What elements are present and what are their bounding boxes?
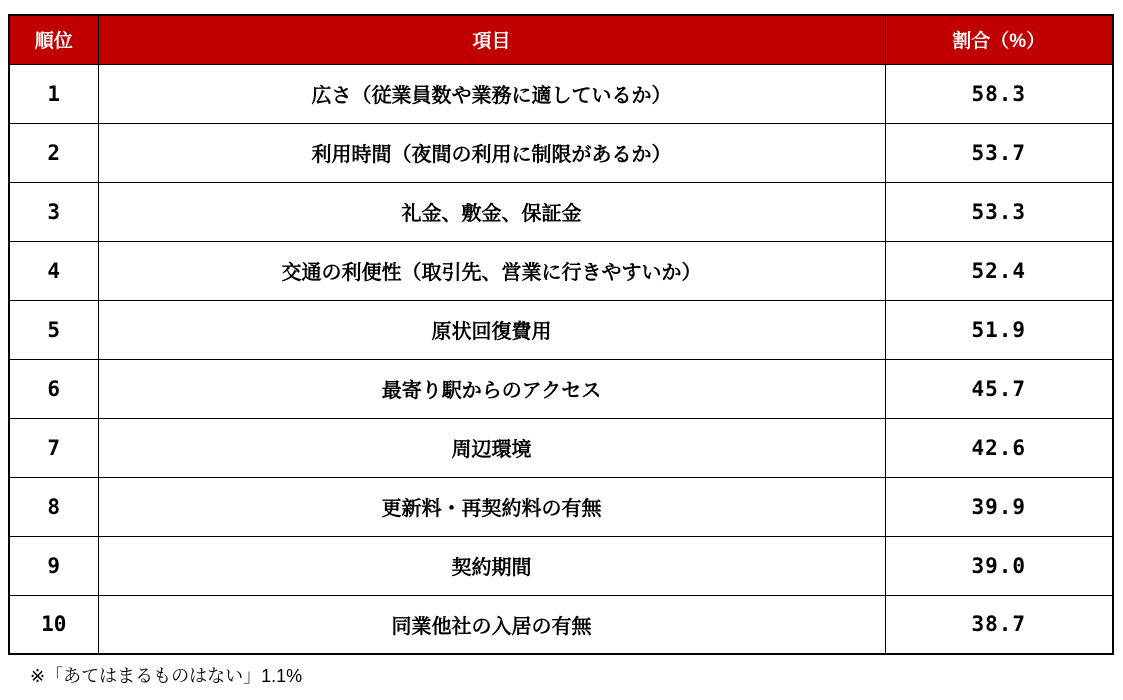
table-row bbox=[9, 359, 1113, 418]
rank-cell: 5 bbox=[9, 300, 98, 359]
rank-cell: 2 bbox=[9, 123, 98, 182]
table-row bbox=[9, 300, 1113, 359]
percent-cell: 39.0 bbox=[885, 536, 1113, 595]
rank-cell: 7 bbox=[9, 418, 98, 477]
percent-cell: 58.3 bbox=[885, 64, 1113, 123]
table-row bbox=[9, 64, 1113, 123]
item-cell: 交通の利便性（取引先、営業に行きやすいか） bbox=[98, 241, 885, 300]
rank-cell: 1 bbox=[9, 64, 98, 123]
percent-cell: 38.7 bbox=[885, 595, 1113, 654]
percent-cell: 53.7 bbox=[885, 123, 1113, 182]
ranking-table-container bbox=[8, 14, 1114, 655]
item-cell: 最寄り駅からのアクセス bbox=[98, 359, 885, 418]
ranking-table bbox=[8, 14, 1114, 655]
percent-cell: 42.6 bbox=[885, 418, 1113, 477]
item-cell: 更新料・再契約料の有無 bbox=[98, 477, 885, 536]
header-cell-percent: 割合（%） bbox=[885, 15, 1113, 64]
header-cell-rank: 順位 bbox=[9, 15, 98, 64]
rank-cell: 6 bbox=[9, 359, 98, 418]
rank-cell: 8 bbox=[9, 477, 98, 536]
percent-cell: 53.3 bbox=[885, 182, 1113, 241]
item-cell: 礼金、敷金、保証金 bbox=[98, 182, 885, 241]
percent-cell: 39.9 bbox=[885, 477, 1113, 536]
item-cell: 同業他社の入居の有無 bbox=[98, 595, 885, 654]
percent-cell: 51.9 bbox=[885, 300, 1113, 359]
table-row bbox=[9, 536, 1113, 595]
table-row bbox=[9, 241, 1113, 300]
table-row bbox=[9, 418, 1113, 477]
rank-cell: 10 bbox=[9, 595, 98, 654]
rank-cell: 4 bbox=[9, 241, 98, 300]
item-cell: 契約期間 bbox=[98, 536, 885, 595]
table-row bbox=[9, 477, 1113, 536]
item-cell: 広さ（従業員数や業務に適しているか） bbox=[98, 64, 885, 123]
header-row bbox=[9, 15, 1113, 64]
table-row bbox=[9, 123, 1113, 182]
table-row bbox=[9, 595, 1113, 654]
percent-cell: 45.7 bbox=[885, 359, 1113, 418]
rank-cell: 9 bbox=[9, 536, 98, 595]
item-cell: 周辺環境 bbox=[98, 418, 885, 477]
table-header bbox=[9, 15, 1113, 64]
header-cell-item: 項目 bbox=[98, 15, 885, 64]
item-cell: 原状回復費用 bbox=[98, 300, 885, 359]
percent-cell: 52.4 bbox=[885, 241, 1113, 300]
table-row bbox=[9, 182, 1113, 241]
rank-cell: 3 bbox=[9, 182, 98, 241]
table-body bbox=[9, 64, 1113, 654]
footnote: ※「あてはまるものはない」1.1% bbox=[30, 666, 303, 686]
item-cell: 利用時間（夜間の利用に制限があるか） bbox=[98, 123, 885, 182]
